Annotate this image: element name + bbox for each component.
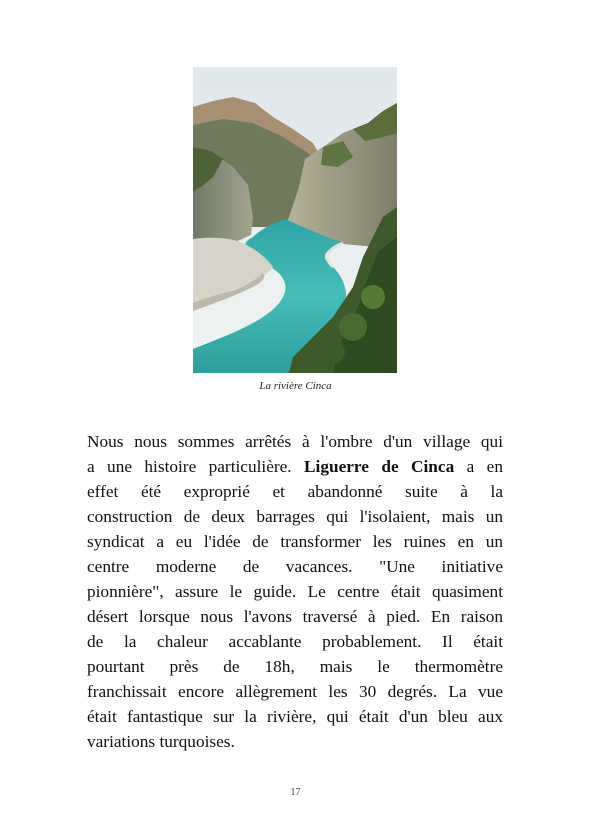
line-text: variations turquoises. (87, 732, 235, 751)
paragraph-line (87, 679, 503, 704)
paragraph-line (87, 429, 503, 454)
paragraph-line (87, 604, 503, 629)
line-text: a une histoire particulière. (87, 457, 305, 476)
line-text: centre moderne de vacances. "Une initiative (87, 557, 503, 576)
paragraph-line (87, 579, 503, 604)
page-number: 17 (290, 787, 301, 798)
paragraph-line (87, 454, 503, 479)
line-text: effet été exproprié et abandonné suite à la (87, 482, 503, 501)
paragraph-line (87, 479, 503, 504)
line-text: de la chaleur accablante probablement. Il était (87, 632, 503, 651)
line-text: syndicat a eu l'idée de transformer les ruines en un (87, 532, 503, 551)
line-text: construction de deux barrages qui l'isolaient, mais un (87, 507, 503, 526)
line-text: a en (454, 457, 503, 476)
paragraph-line (87, 504, 503, 529)
paragraph-line (87, 554, 503, 579)
line-text: désert lorsque nous l'avons traversé à pied. En raison (87, 607, 503, 626)
photo-caption: La rivière Cinca (259, 380, 332, 392)
river-photo (193, 67, 397, 373)
paragraph-line (87, 729, 503, 754)
line-text: franchissait encore allègrement les 30 degrés. La vue (87, 682, 503, 701)
paragraph-line (87, 704, 503, 729)
line-text: était fantastique sur la rivière, qui était d'un bleu aux (87, 707, 503, 726)
paragraph-line (87, 654, 503, 679)
line-text: Nous nous sommes arrêtés à l'ombre d'un village qui (87, 432, 503, 451)
paragraph-line (87, 529, 503, 554)
line-text: pourtant près de 18h, mais le thermomètre (87, 657, 503, 676)
line-text: pionnière", assure le guide. Le centre était quasiment (87, 582, 503, 601)
paragraph-line (87, 629, 503, 654)
place-name-bold: Liguerre de Cinca (304, 457, 455, 476)
body-paragraph (87, 429, 503, 754)
